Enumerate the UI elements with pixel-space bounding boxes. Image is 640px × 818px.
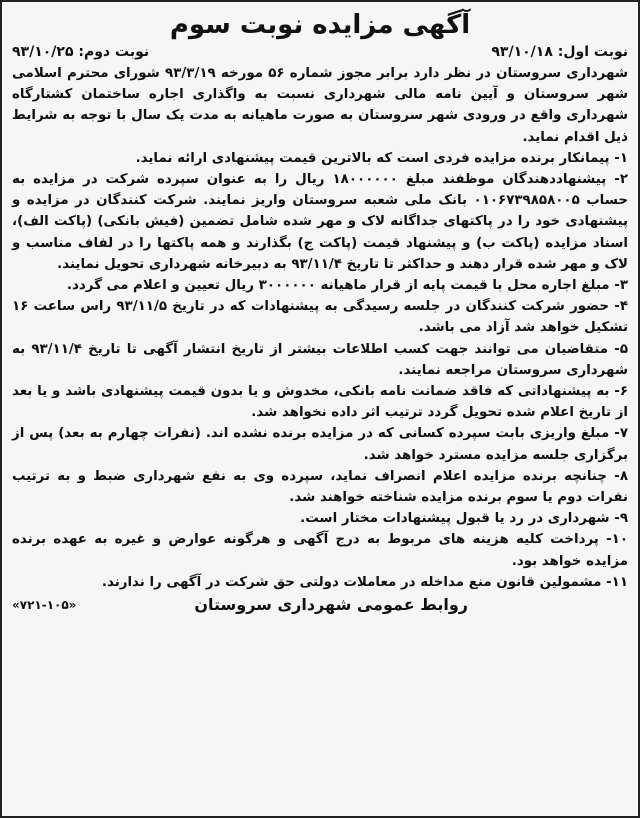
intro-paragraph: شهرداری سروستان در نظر دارد برابر مجوز شماره ۵۶ مورخه ۹۳/۳/۱۹ شورای محترم اسلامی شهر سروستان و آیین نامه مالی شهرداری نسبت به واگذاری اجاره ساختمان کشتارگاه شهرداری واقع در ورودی شهر سروستان به صورت ماهیانه به مدت یک سال با توجه به شرایط ذیل اقدام نماید. — [12, 66, 629, 145]
condition-item-6: ۶- به پیشنهاداتی که فاقد ضمانت نامه بانکی، مخدوش و یا بدون قیمت پیشنهادی باشد و یا بعد از تاریخ اعلام شده تحویل گردد ترتیب اثر داده نخواهد شد. — [12, 384, 628, 421]
publication-dates — [12, 42, 628, 62]
conditions-list — [12, 148, 628, 593]
notice-footer — [12, 594, 628, 616]
condition-item-11: ۱۱- مشمولین قانون منع مداخله در معاملات دولتی حق شرکت در آگهی را ندارند. — [101, 574, 628, 590]
condition-item-3: ۳- مبلغ اجاره محل با قیمت پایه از قرار ماهیانه ۳۰۰۰۰۰۰ ریال تعیین و اعلام می گردد. — [66, 278, 628, 294]
condition-item-10: ۱۰- پرداخت کلیه هزینه های مربوط به درج آگهی و هرگونه عوارض و غیره به عهده برنده مزایده خواهد بود. — [12, 532, 628, 569]
notice-code: «۷۲۱-۱۰۵» — [12, 598, 77, 613]
condition-item-2: ۲- پیشنهاددهندگان موظفند مبلغ ۱۸۰۰۰۰۰۰ ریال را به عنوان سپرده شرکت در مزایده به حساب ۰۱۰۶۷۳۹۸۵۸۰۰۵ بانک ملی شعبه سروستان واریز نمایند. شرکت کنندگان در مزایده و پیشنهادی خود را در پاکتهای جداگانه لاک و مهر شده شامل تضمین (فیش بانکی) (پاکت الف)، اسناد مزایده (پاکت ب) و پیشنهاد قیمت (پاکت ج) بگذارند و همه پاکتها را در لفاف مناسب و لاک و مهر شده قرار دهند و حداکثر تا تاریخ ۹۳/۱۱/۴ به دبیرخانه شهرداری تحویل نمایند. — [12, 172, 628, 272]
condition-item-4: ۴- حضور شرکت کنندگان در جلسه رسیدگی به پیشنهادات که در تاریخ ۹۳/۱۱/۵ راس ساعت ۱۶ تشکیل خواهد شد آزاد می باشد. — [12, 299, 628, 336]
second-turn-date: نوبت دوم: ۹۳/۱۰/۲۵ — [12, 44, 150, 60]
condition-item-1: ۱- پیمانکار برنده مزایده فردی است که بالاترین قیمت پیشنهادی ارائه نماید. — [135, 150, 628, 166]
condition-item-7: ۷- مبلغ واریزی بابت سپرده کسانی که در مزایده برنده نشده اند. (نفرات چهارم به بعد) پس از برگزاری جلسه مزایده مسترد خواهد شد. — [12, 426, 628, 463]
condition-item-8: ۸- چنانچه برنده مزایده اعلام انصراف نماید، سپرده وی به نفع شهرداری ضبط و به ترتیب نفرات دوم یا سوم برنده مزایده شناخته خواهند شد. — [12, 468, 628, 506]
signature: روابط عمومی شهرداری سروستان — [194, 595, 468, 615]
condition-item-5: ۵- متقاضیان می توانند جهت کسب اطلاعات بیشتر از تاریخ انتشار آگهی تا تاریخ ۹۳/۱۱/۴ به شهرداری سروستان مراجعه نمایند. — [12, 341, 628, 378]
first-turn-date: نوبت اول: ۹۳/۱۰/۱۸ — [491, 44, 628, 60]
notice-title: آگهی مزایده نوبت سوم — [169, 10, 471, 40]
condition-item-9: ۹- شهرداری در رد یا قبول پیشنهادات مختار است. — [300, 511, 628, 527]
